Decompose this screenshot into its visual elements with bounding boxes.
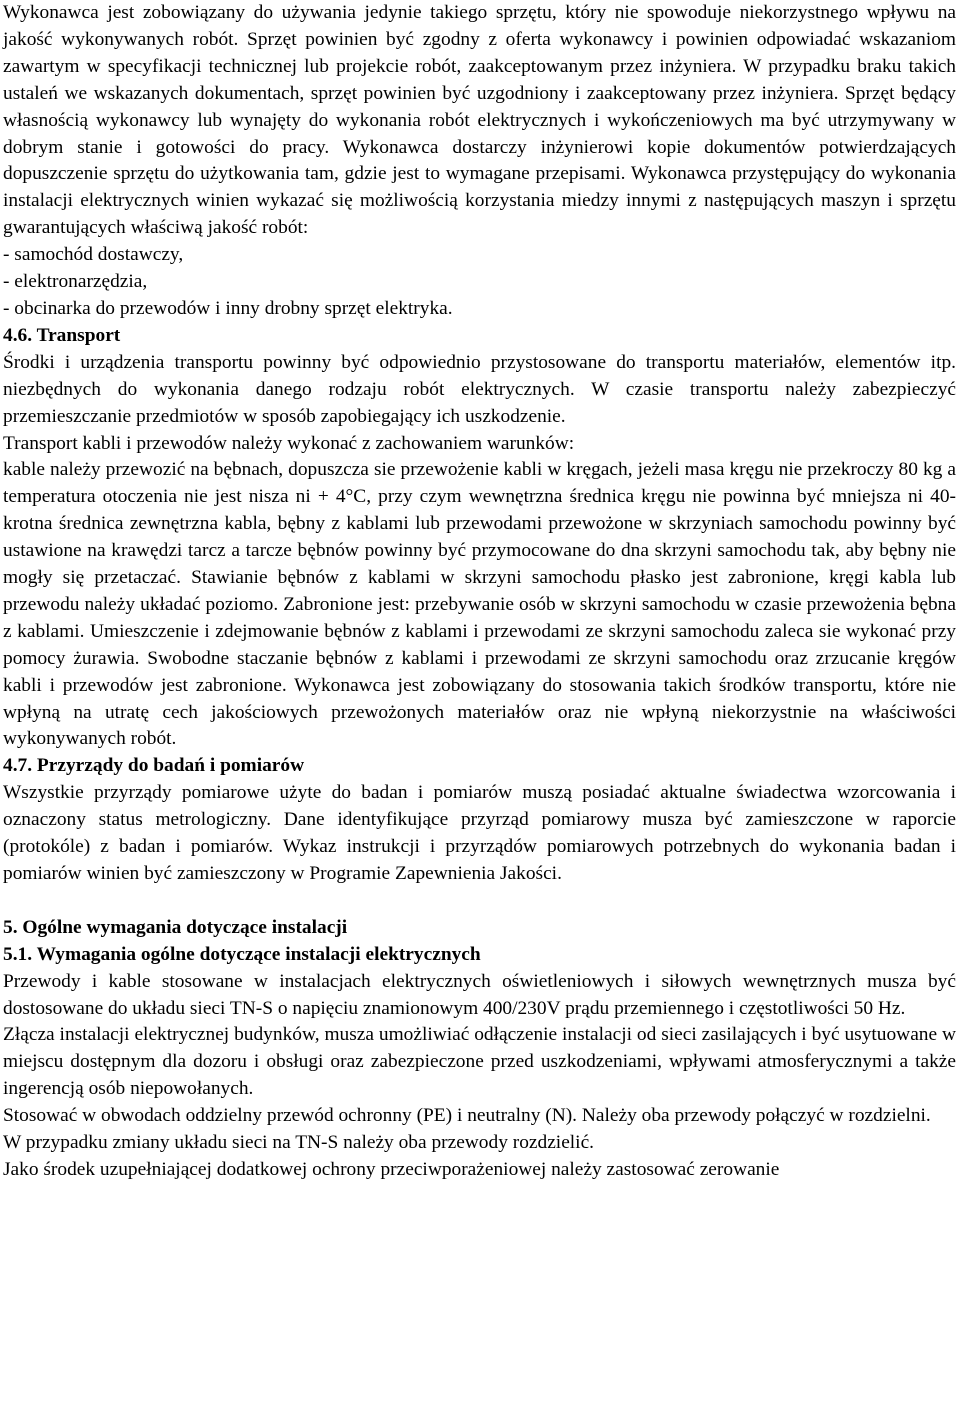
section-heading-electrical-requirements: 5.1. Wymagania ogólne dotyczące instalacji elektrycznych xyxy=(3,943,481,965)
list-item: - samochód dostawczy, xyxy=(3,244,184,266)
section-heading-general-requirements: 5. Ogólne wymagania dotyczące instalacji xyxy=(3,916,348,938)
paragraph-equipment: Wykonawca jest zobowiązany do używania jedynie takiego sprzętu, który nie spowoduje niekorzystnego wpływu na jakość wykonywanych robót. Sprzęt powinien być zgodny z oferta wykonawcy i powinien odpowiadać wskazaniom zawartym w specyfikacji technicznej lub projekcie robót, zaakceptowanym przez inżyniera. W przypadku braku takich ustaleń we wskazanych dokumentach, sprzęt powinien być uzgodniony i zaakceptowany przez inżyniera. Sprzęt będący własnością wykonawcy lub wynajęty do wykonania robót elektrycznych i wykończeniowych ma być utrzymywany w dobrym stanie i gotowości do pracy. Wykonawca dostarczy inżynierowi kopie dokumentów potwierdzających dopuszczenie sprzętu do użytkowania tam, gdzie jest to wymagane przepisami. Wykonawca przystępujący do wykonania instalacji elektrycznych winien wykazać się możliwością korzystania miedzy innymi z następujących maszyn i sprzętu gwarantujących właściwą jakość robót: xyxy=(3,2,956,239)
paragraph-transport: Środki i urządzenia transportu powinny być odpowiednio przystosowane do transportu materiałów, elementów itp. niezbędnych do wykonania danego rodzaju robót elektrycznych. W czasie transportu należy zabezpieczyć przemieszczanie przedmiotów w sposób zapobiegający ich uszkodzenie. xyxy=(3,351,956,427)
paragraph-connectors: Złącza instalacji elektrycznej budynków, musza umożliwiać odłączenie instalacji od sieci zasilających i być usytuowane w miejscu dostępnym dla dozoru i obsługi oraz zabezpieczone przed uszkodzeniami, wpływami atmosferycznymi a także ingerencją osób niepowołanych. xyxy=(3,1024,956,1100)
paragraph-cable-transport: kable należy przewozić na bębnach, dopuszcza sie przewożenie kabli w kręgach, jeżeli masa kręgu nie przekroczy 80 kg a temperatura otoczenia nie jest nisza ni + 4°C, przy czym wewnętrzna średnica kręgu nie powinna być mniejsza ni 40- krotna średnica zewnętrzna kabla, bębny z kablami lub przewodami przewożone w skrzyniach samochodu powinny być ustawione na krawędzi tarcz a tarcze bębnów powinny być przymocowane do dna skrzyni samochodu tak, aby bębny nie mogły się przetaczać. Stawianie bębnów z kablami w skrzyni samochodu płasko jest zabronione, kręgi kabla lub przewodu należy układać poziomo. Zabronione jest: przebywanie osób w skrzyni samochodu w czasie przewożenia bębna z kablami. Umieszczenie i zdejmowanie bębnów z kablami i przewodami ze skrzyni samochodu zaleca sie wykonać przy pomocy żurawia. Swobodne staczanie bębnów z kablami i przewodami ze skrzyni samochodu oraz zrzucanie kręgów kabli i przewodów jest zabronione. Wykonawca jest zobowiązany do stosowania takich środków transportu, które nie wpłyną na utratę cech jakościowych przewożonych materiałów oraz nie wpłyną niekorzystnie na właściwości wykonywanych robót. xyxy=(3,459,956,750)
paragraph-protective-conductor: Stosować w obwodach oddzielny przewód ochronny (PE) i neutralny (N). Należy oba przewody połączyć w rozdzielni. xyxy=(3,1105,931,1127)
paragraph-instruments: Wszystkie przyrządy pomiarowe użyte do badan i pomiarów muszą posiadać aktualne świadectwa wzorcowania i oznaczony status metrologiczny. Dane identyfikujące przyrząd pomiarowy musza być zamieszczone w raporcie (protokóle) z badan i pomiarów. Wykaz instrukcji i przyrządów pomiarowych potrzebnych do wykonania badan i pomiarów winien być zamieszczony w Programie Zapewnienia Jakości. xyxy=(3,782,956,884)
list-item: - elektronarzędzia, xyxy=(3,271,148,293)
paragraph-cables: Przewody i kable stosowane w instalacjach elektrycznych oświetleniowych i siłowych wewnętrznych musza być dostosowane do układu sieci TN-S o napięciu znamionowym 400/230V prądu przemiennego i częstotliwości 50 Hz. xyxy=(3,970,956,1019)
paragraph-cable-transport-intro: Transport kabli i przewodów należy wykonać z zachowaniem warunków: xyxy=(3,432,575,454)
blank-line xyxy=(3,888,956,915)
section-heading-transport: 4.6. Transport xyxy=(3,324,121,346)
section-heading-instruments: 4.7. Przyrządy do badań i pomiarów xyxy=(3,755,305,777)
paragraph-tns-change: W przypadku zmiany układu sieci na TN-S należy oba przewody rozdzielić. xyxy=(3,1132,595,1154)
paragraph-additional-protection: Jako środek uzupełniającej dodatkowej ochrony przeciwporażeniowej należy zastosować zerowanie xyxy=(3,1158,780,1180)
list-item: - obcinarka do przewodów i inny drobny sprzęt elektryka. xyxy=(3,297,453,319)
